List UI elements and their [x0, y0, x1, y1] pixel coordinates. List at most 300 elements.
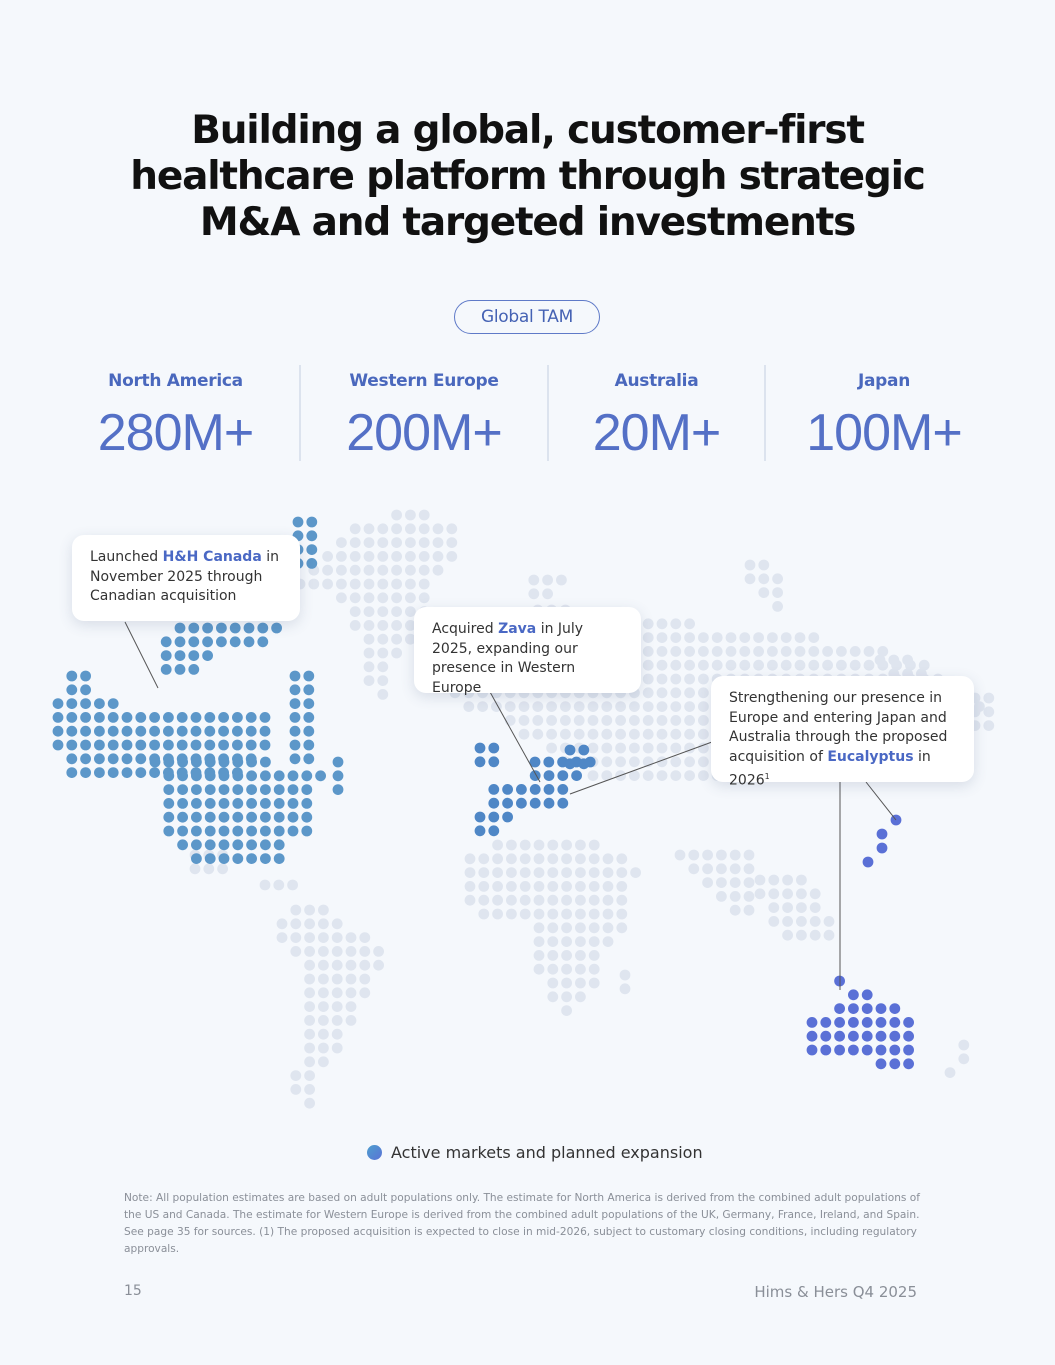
inactive-dot [767, 660, 778, 671]
inactive-dot [643, 729, 654, 740]
inactive-dot [332, 918, 343, 929]
inactive-dot [698, 674, 709, 685]
inactive-dot [506, 881, 517, 892]
inactive-dot [810, 916, 821, 927]
inactive-dot [822, 660, 833, 671]
inactive-dot [391, 592, 402, 603]
inactive-dot [332, 1029, 343, 1040]
inactive-dot [684, 618, 695, 629]
inactive-dot [643, 743, 654, 754]
inactive-dot [359, 960, 370, 971]
active-dot-australia [807, 1017, 818, 1028]
active-dot-north-america [66, 740, 77, 751]
active-dot-north-america [202, 636, 213, 647]
inactive-dot [350, 579, 361, 590]
inactive-dot [547, 840, 558, 851]
inactive-dot [322, 579, 333, 590]
active-dot-australia [834, 1003, 845, 1014]
active-dot-australia [834, 1031, 845, 1042]
inactive-dot [575, 991, 586, 1002]
inactive-dot [702, 850, 713, 861]
active-dot-north-america [108, 712, 119, 723]
inactive-dot [391, 537, 402, 548]
inactive-dot [603, 922, 614, 933]
inactive-dot [616, 853, 627, 864]
inactive-dot [808, 646, 819, 657]
active-dot-north-america [94, 767, 105, 778]
inactive-dot [782, 930, 793, 941]
inactive-dot [492, 895, 503, 906]
active-dot-europe [543, 757, 554, 768]
inactive-dot [768, 902, 779, 913]
inactive-dot [546, 715, 557, 726]
inactive-dot [657, 618, 668, 629]
inactive-dot [542, 575, 553, 586]
active-dot-north-america [94, 712, 105, 723]
inactive-dot [304, 960, 315, 971]
inactive-dot [688, 863, 699, 874]
active-dot-australia [848, 1017, 859, 1028]
active-dot-north-america [163, 784, 174, 795]
active-dot-north-america [163, 712, 174, 723]
active-dot-australia [889, 1017, 900, 1028]
active-dot-north-america [260, 784, 271, 795]
inactive-dot [670, 646, 681, 657]
active-dot-europe [565, 745, 576, 756]
active-dot-north-america [290, 726, 301, 737]
active-dot-north-america [246, 757, 257, 768]
inactive-dot [346, 960, 357, 971]
inactive-dot [755, 875, 766, 886]
inactive-dot [782, 888, 793, 899]
active-dot-australia [820, 1017, 831, 1028]
active-dot-north-america [80, 767, 91, 778]
active-dot-north-america [191, 712, 202, 723]
inactive-dot [561, 950, 572, 961]
active-dot-north-america [122, 753, 133, 764]
active-dot-europe [530, 784, 541, 795]
active-dot-europe [578, 758, 589, 769]
active-dot-australia [862, 1017, 873, 1028]
inactive-dot [726, 632, 737, 643]
inactive-dot [744, 905, 755, 916]
active-dot-north-america [135, 726, 146, 737]
active-dot-north-america [246, 826, 257, 837]
inactive-dot [377, 579, 388, 590]
inactive-dot [684, 756, 695, 767]
active-dot-australia [903, 1017, 914, 1028]
inactive-dot [304, 1056, 315, 1067]
inactive-dot [758, 560, 769, 571]
inactive-dot [433, 537, 444, 548]
inactive-dot [615, 756, 626, 767]
active-dot-north-america [94, 698, 105, 709]
inactive-dot [203, 863, 214, 874]
inactive-dot [377, 689, 388, 700]
inactive-dot [698, 701, 709, 712]
active-dot-north-america [274, 812, 285, 823]
inactive-dot [781, 646, 792, 657]
active-dot-australia [820, 1031, 831, 1042]
inactive-dot [318, 918, 329, 929]
inactive-dot [505, 715, 516, 726]
active-dot-north-america [149, 767, 160, 778]
inactive-dot [781, 660, 792, 671]
inactive-dot [670, 743, 681, 754]
active-dot-north-america [163, 770, 174, 781]
inactive-dot [745, 560, 756, 571]
inactive-dot [824, 916, 835, 927]
inactive-dot [519, 715, 530, 726]
active-dot-north-america [108, 726, 119, 737]
active-dot-north-america [246, 770, 257, 781]
inactive-dot [446, 551, 457, 562]
active-dot-north-america [66, 684, 77, 695]
active-dot-australia [862, 1031, 873, 1042]
inactive-dot [753, 660, 764, 671]
inactive-dot [560, 729, 571, 740]
inactive-dot [561, 909, 572, 920]
active-dot-north-america [219, 798, 230, 809]
callout-text: Acquired [432, 621, 499, 637]
inactive-dot [346, 974, 357, 985]
inactive-dot [419, 523, 430, 534]
inactive-dot [758, 587, 769, 598]
inactive-dot [478, 853, 489, 864]
inactive-dot [755, 888, 766, 899]
inactive-dot [364, 648, 375, 659]
active-dot-north-america [202, 650, 213, 661]
active-dot-north-america [191, 839, 202, 850]
inactive-dot [810, 902, 821, 913]
inactive-dot [758, 573, 769, 584]
inactive-dot [684, 770, 695, 781]
inactive-dot [391, 648, 402, 659]
active-dot-north-america [177, 726, 188, 737]
active-dot-north-america [135, 767, 146, 778]
active-dot-north-america [122, 726, 133, 737]
inactive-dot [534, 895, 545, 906]
inactive-dot [684, 646, 695, 657]
inactive-dot [698, 770, 709, 781]
inactive-dot [730, 891, 741, 902]
inactive-dot [745, 573, 756, 584]
inactive-dot [620, 970, 631, 981]
active-dot-north-america [122, 767, 133, 778]
inactive-dot [520, 909, 531, 920]
inactive-dot [589, 922, 600, 933]
active-dot-north-america [301, 812, 312, 823]
inactive-dot [346, 946, 357, 957]
active-dot-north-america [202, 623, 213, 634]
connector-line [866, 782, 896, 820]
inactive-dot [492, 867, 503, 878]
inactive-dot [405, 551, 416, 562]
inactive-dot [808, 632, 819, 643]
active-dot-australia [848, 1003, 859, 1014]
stat-value: 280M+ [97, 404, 254, 462]
active-dot-north-america [80, 753, 91, 764]
active-dot-north-america [177, 784, 188, 795]
active-dot-north-america [122, 712, 133, 723]
inactive-dot [875, 655, 886, 666]
inactive-dot [603, 867, 614, 878]
inactive-dot [753, 632, 764, 643]
inactive-dot [575, 881, 586, 892]
active-dot-europe [544, 798, 555, 809]
active-dot-north-america [204, 740, 215, 751]
active-dot-north-america [94, 740, 105, 751]
inactive-dot [588, 729, 599, 740]
active-dot-north-america [288, 784, 299, 795]
inactive-dot [601, 729, 612, 740]
inactive-dot [716, 877, 727, 888]
inactive-dot [419, 592, 430, 603]
inactive-dot [945, 1067, 956, 1078]
inactive-dot [260, 880, 271, 891]
active-dot-australia [862, 1003, 873, 1014]
inactive-dot [808, 660, 819, 671]
inactive-dot [684, 729, 695, 740]
inactive-dot [534, 964, 545, 975]
active-dot-europe [502, 798, 513, 809]
active-dot-north-america [175, 636, 186, 647]
inactive-dot [506, 840, 517, 851]
active-dot-north-america [191, 740, 202, 751]
map-legend [367, 1141, 703, 1163]
inactive-dot [698, 756, 709, 767]
inactive-dot [739, 632, 750, 643]
inactive-dot [318, 1015, 329, 1026]
inactive-dot [332, 960, 343, 971]
inactive-dot [391, 620, 402, 631]
inactive-dot [684, 701, 695, 712]
callout-text: Launched [90, 549, 163, 565]
inactive-dot [478, 909, 489, 920]
inactive-dot [465, 881, 476, 892]
active-dot-north-america [216, 636, 227, 647]
inactive-dot [575, 922, 586, 933]
active-dot-australia [848, 1045, 859, 1056]
active-dot-europe [530, 798, 541, 809]
active-dot-north-america [257, 623, 268, 634]
active-dot-europe [516, 784, 527, 795]
active-dot-north-america [175, 623, 186, 634]
inactive-dot [753, 646, 764, 657]
active-dot-north-america [94, 753, 105, 764]
inactive-dot [983, 706, 994, 717]
inactive-dot [391, 523, 402, 534]
inactive-dot [836, 646, 847, 657]
inactive-dot [716, 863, 727, 874]
active-dot-north-america [290, 698, 301, 709]
inactive-dot [561, 964, 572, 975]
inactive-dot [684, 674, 695, 685]
inactive-dot [519, 701, 530, 712]
inactive-dot [547, 853, 558, 864]
callout-canada [72, 535, 300, 621]
active-dot-north-america [244, 636, 255, 647]
inactive-dot [377, 551, 388, 562]
inactive-dot [377, 648, 388, 659]
global-tam-badge: Global TAM [454, 300, 600, 334]
title-line: M&A and targeted investments [199, 200, 856, 245]
inactive-dot [364, 634, 375, 645]
inactive-dot [588, 770, 599, 781]
active-dot-north-america [219, 812, 230, 823]
active-dot-north-america [205, 812, 216, 823]
inactive-dot [698, 687, 709, 698]
inactive-dot [629, 729, 640, 740]
active-dot-north-america [290, 684, 301, 695]
inactive-dot [359, 946, 370, 957]
active-dot-north-america [301, 770, 312, 781]
active-dot-north-america [188, 636, 199, 647]
inactive-dot [304, 1084, 315, 1095]
inactive-dot [575, 909, 586, 920]
inactive-dot [318, 1043, 329, 1054]
inactive-dot [795, 660, 806, 671]
inactive-dot [505, 701, 516, 712]
active-dot-north-america [303, 726, 314, 737]
inactive-dot [332, 1001, 343, 1012]
inactive-dot [561, 881, 572, 892]
inactive-dot [561, 978, 572, 989]
inactive-dot [346, 1015, 357, 1026]
stat-western-europe [301, 365, 547, 465]
active-dot-north-america [205, 826, 216, 837]
inactive-dot [670, 632, 681, 643]
inactive-dot [318, 987, 329, 998]
inactive-dot [698, 632, 709, 643]
active-dot-europe [544, 784, 555, 795]
inactive-dot [684, 660, 695, 671]
inactive-dot [532, 715, 543, 726]
inactive-dot [795, 646, 806, 657]
active-dot-europe [475, 756, 486, 767]
inactive-dot [318, 960, 329, 971]
page-title [0, 108, 1055, 246]
active-dot-australia [807, 1045, 818, 1056]
active-dot-australia [807, 1031, 818, 1042]
active-dot-north-america [246, 726, 257, 737]
inactive-dot [534, 950, 545, 961]
inactive-dot [528, 588, 539, 599]
inactive-dot [744, 850, 755, 861]
active-dot-europe [578, 745, 589, 756]
inactive-dot [332, 932, 343, 943]
active-dot-north-america [135, 712, 146, 723]
active-dot-north-america [232, 784, 243, 795]
inactive-dot [643, 660, 654, 671]
active-dot-australia [862, 1045, 873, 1056]
inactive-dot [575, 936, 586, 947]
inactive-dot [433, 551, 444, 562]
active-dot-europe [571, 770, 582, 781]
active-dot-north-america [177, 839, 188, 850]
inactive-dot [465, 895, 476, 906]
inactive-dot [350, 551, 361, 562]
inactive-dot [492, 840, 503, 851]
active-dot-north-america [232, 853, 243, 864]
inactive-dot [698, 660, 709, 671]
active-dot-north-america [53, 726, 64, 737]
inactive-dot [419, 579, 430, 590]
inactive-dot [712, 646, 723, 657]
inactive-dot [850, 646, 861, 657]
active-dot-europe [565, 758, 576, 769]
inactive-dot [377, 634, 388, 645]
active-dot-australia [903, 1045, 914, 1056]
inactive-dot [350, 565, 361, 576]
active-dot-north-america [288, 798, 299, 809]
inactive-dot [603, 853, 614, 864]
inactive-dot [304, 932, 315, 943]
inactive-dot [546, 729, 557, 740]
inactive-dot [534, 840, 545, 851]
inactive-dot [712, 632, 723, 643]
inactive-dot [318, 1001, 329, 1012]
active-dot-north-america [301, 798, 312, 809]
active-dot-north-america [333, 770, 344, 781]
inactive-dot [391, 551, 402, 562]
active-dot-north-america [53, 740, 64, 751]
active-dot-north-america [290, 671, 301, 682]
active-dot-north-america [303, 712, 314, 723]
active-dot-north-america [191, 853, 202, 864]
inactive-dot [796, 902, 807, 913]
active-dot-north-america [188, 650, 199, 661]
active-dot-north-america [163, 798, 174, 809]
inactive-dot [772, 573, 783, 584]
inactive-dot [670, 660, 681, 671]
inactive-dot [561, 991, 572, 1002]
active-dot-north-america [232, 757, 243, 768]
inactive-dot [561, 1005, 572, 1016]
inactive-dot [864, 660, 875, 671]
inactive-dot [589, 978, 600, 989]
inactive-dot [304, 1070, 315, 1081]
inactive-dot [601, 756, 612, 767]
active-dot-north-america [108, 753, 119, 764]
inactive-dot [377, 523, 388, 534]
inactive-dot [478, 867, 489, 878]
inactive-dot [712, 660, 723, 671]
callout-text: in November 2025 through Canadian acquisition [90, 549, 279, 604]
active-dot-north-america [303, 753, 314, 764]
active-dot-north-america [333, 757, 344, 768]
stat-label: North America [108, 371, 243, 391]
inactive-dot [350, 537, 361, 548]
inactive-dot [318, 932, 329, 943]
inactive-dot [588, 743, 599, 754]
inactive-dot [304, 1015, 315, 1026]
active-dot-north-america [161, 664, 172, 675]
inactive-dot [547, 867, 558, 878]
inactive-dot [506, 867, 517, 878]
inactive-dot [574, 729, 585, 740]
active-dot-north-america [191, 726, 202, 737]
active-dot-north-america [303, 740, 314, 751]
inactive-dot [318, 946, 329, 957]
active-dot-north-america [232, 770, 243, 781]
inactive-dot [575, 950, 586, 961]
active-dot-north-america [219, 757, 230, 768]
inactive-dot [630, 867, 641, 878]
inactive-dot [373, 946, 384, 957]
inactive-dot [336, 579, 347, 590]
inactive-dot [520, 881, 531, 892]
